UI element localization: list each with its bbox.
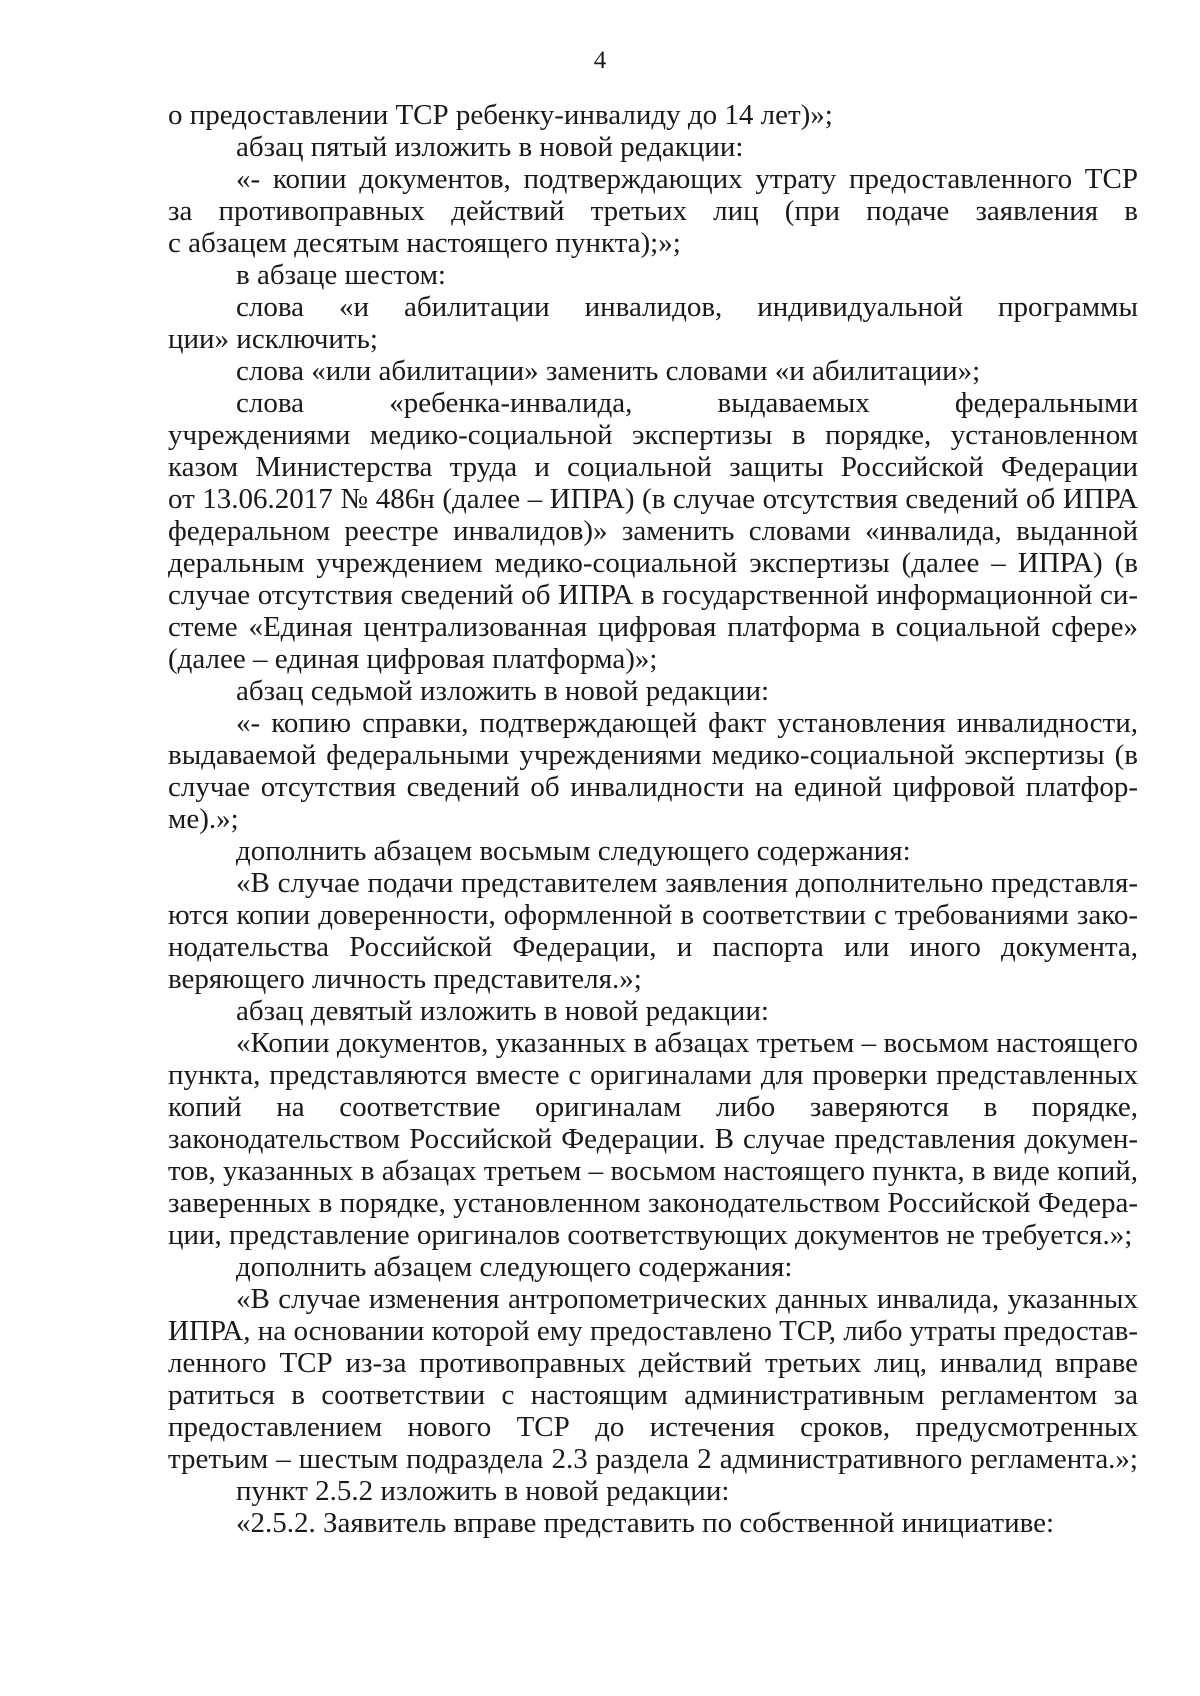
text-line: тов, указанных в абзацах третьем – восьмом настоящего пункта, в виде копий, [168, 1155, 1138, 1187]
text-line: веряющего личность представителя.»; [168, 963, 642, 995]
text-line: «- копию справки, подтверждающей факт установления инвалидности, [236, 707, 1138, 739]
text-line: казом Министерства труда и социальной защиты Российской Федерации [168, 451, 1138, 483]
text-line: третьим – шестым подраздела 2.3 раздела 2 административного регламента.»; [168, 1443, 1138, 1475]
text-line: законодательством Российской Федерации. В случае представления докумен- [168, 1123, 1138, 1155]
text-line: нодательства Российской Федерации, и паспорта или иного документа, [168, 931, 1138, 963]
text-line: «2.5.2. Заявитель вправе представить по собственной инициативе: [236, 1507, 1055, 1539]
text-line: выдаваемой федеральными учреждениями медико-социальной экспертизы (в [168, 739, 1138, 771]
text-line: с абзацем десятым настоящего пункта);»; [168, 227, 681, 259]
text-line: случае отсутствия сведений об инвалидности на единой цифровой платфор- [168, 771, 1138, 803]
text-line: «- копии документов, подтверждающих утрату предоставленного ТСР [236, 163, 1138, 195]
text-line: случае отсутствия сведений об ИПРА в государственной информационной си- [168, 579, 1138, 611]
text-line: деральным учреждением медико-социальной экспертизы (далее – ИПРА) (в [168, 547, 1138, 579]
text-line: в абзаце шестом: [236, 259, 446, 291]
text-line: ции» исключить; [168, 323, 378, 355]
text-line: дополнить абзацем следующего содержания: [236, 1251, 793, 1283]
text-line: предоставлением нового ТСР до истечения сроков, предусмотренных [168, 1411, 1138, 1443]
text-line: о предоставлении ТСР ребенку-инвалиду до 14 лет)»; [168, 99, 833, 131]
text-line: слова «ребенка-инвалида, выдаваемых федеральными [236, 387, 1138, 419]
text-line: абзац девятый изложить в новой редакции: [236, 995, 769, 1027]
text-line: «В случае подачи представителем заявления дополнительно представля- [236, 867, 1138, 899]
text-line: ются копии доверенности, оформленной в соответствии с требованиями зако- [168, 899, 1138, 931]
text-line: абзац пятый изложить в новой редакции: [236, 131, 744, 163]
text-line: дополнить абзацем восьмым следующего содержания: [236, 835, 911, 867]
text-line: «Копии документов, указанных в абзацах третьем – восьмом настоящего [236, 1027, 1138, 1059]
text-line: ме).»; [168, 803, 239, 835]
text-line: слова «и абилитации инвалидов, индивидуальной программы [236, 291, 1138, 323]
text-line: ратиться в соответствии с настоящим административным регламентом за [168, 1379, 1138, 1411]
text-line: от 13.06.2017 № 486н (далее – ИПРА) (в случае отсутствия сведений об ИПРА [168, 483, 1138, 515]
text-line: ИПРА, на основании которой ему предоставлено ТСР, либо утраты предостав- [168, 1315, 1138, 1347]
text-line: учреждениями медико-социальной экспертизы в порядке, установленном [168, 419, 1138, 451]
text-line: абзац седьмой изложить в новой редакции: [236, 675, 770, 707]
text-line: пункт 2.5.2 изложить в новой редакции: [236, 1475, 730, 1507]
text-line: слова «или абилитации» заменить словами «и абилитации»; [236, 355, 981, 387]
text-line: стеме «Единая централизованная цифровая платформа в социальной сфере» [168, 611, 1138, 643]
text-line: (далее – единая цифровая платформа)»; [168, 643, 658, 675]
text-line: федеральном реестре инвалидов)» заменить словами «инвалида, выданной [168, 515, 1138, 547]
page-number: 4 [593, 47, 607, 74]
text-line: заверенных в порядке, установленном законодательством Российской Федера- [168, 1187, 1138, 1219]
text-line: ленного ТСР из-за противоправных действий третьих лиц, инвалид вправе [168, 1347, 1138, 1379]
text-line: пункта, представляются вместе с оригиналами для проверки представленных [168, 1059, 1138, 1091]
text-line: за противоправных действий третьих лиц (при подаче заявления в [168, 195, 1138, 227]
text-line: ции, представление оригиналов соответствующих документов не требуется.»; [168, 1219, 1133, 1251]
text-line: «В случае изменения антропометрических данных инвалида, указанных [236, 1283, 1138, 1315]
text-line: копий на соответствие оригиналам либо заверяются в порядке, [168, 1091, 1138, 1123]
